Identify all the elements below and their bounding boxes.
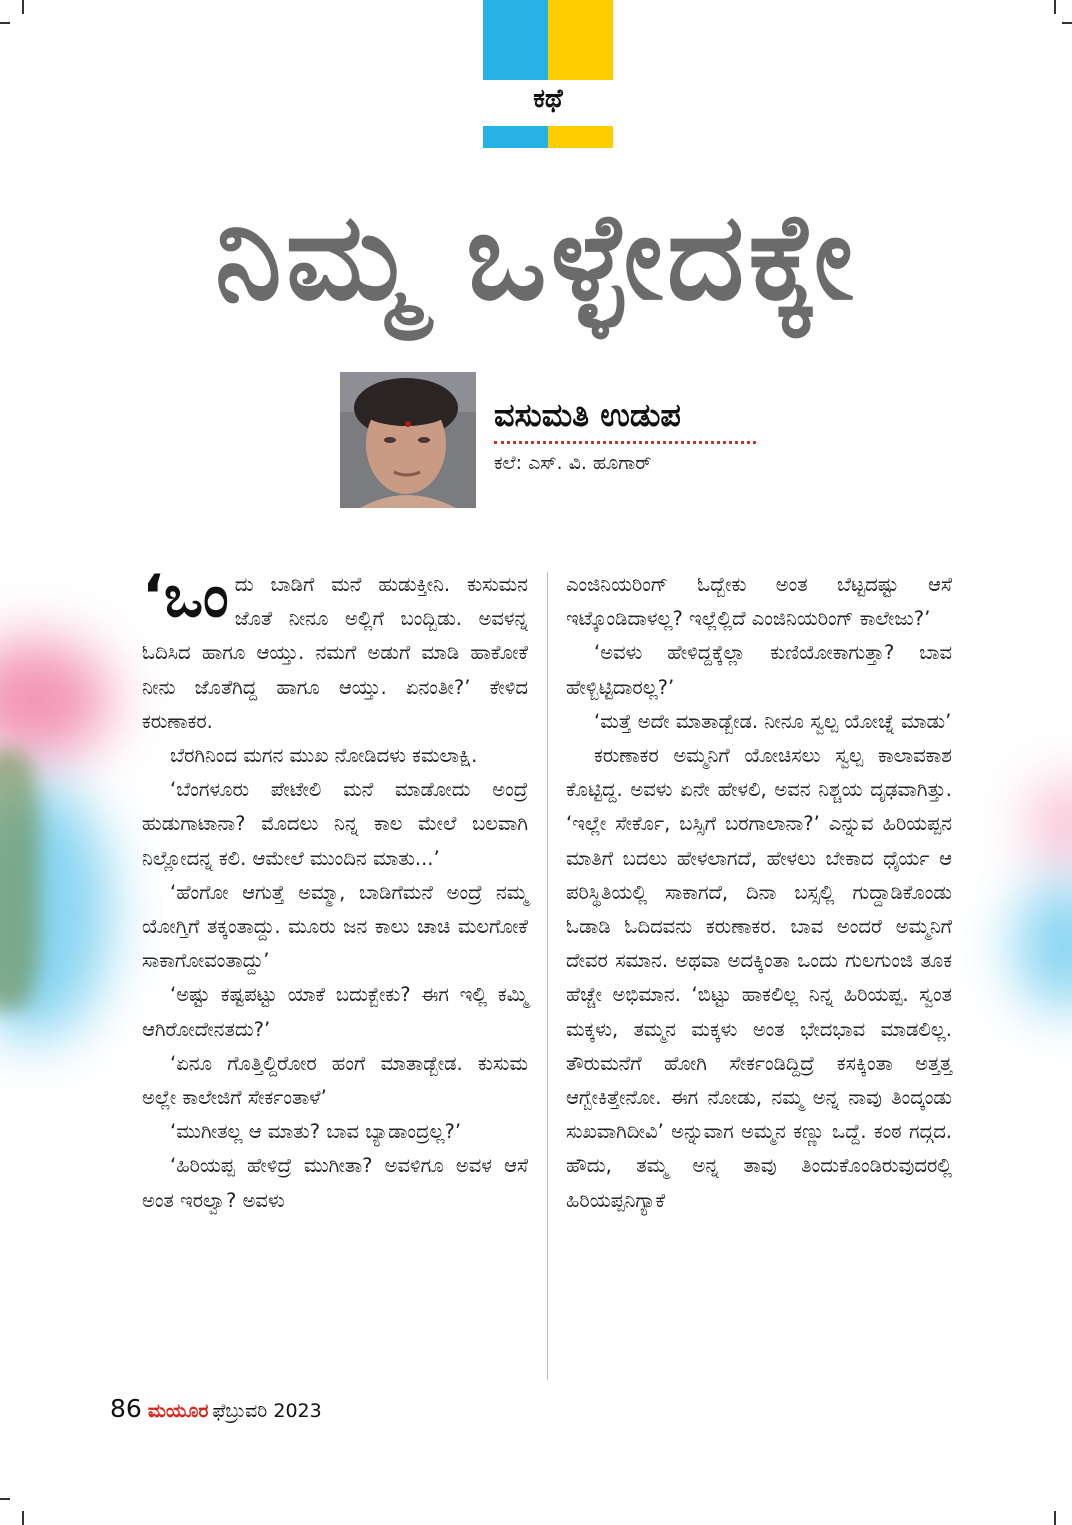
story-paragraph: ‘ಅಷ್ಟು ಕಷ್ಟಪಟ್ಟು ಯಾಕೆ ಬದುಕ್ಬೇಕು? ಈಗ ಇಲ್ಲಿ ಕಮ್ಮಿ ಆಗಿರೋದೇನತದು?’ [142,983,528,1041]
section-label: ಕಥೆ [533,84,563,114]
blue-splash-right [1015,880,1072,1010]
story-column-1 [142,562,528,1218]
story-paragraph: ‘ಮುಗೀತಲ್ಲ ಆ ಮಾತು? ಬಾವ ಬ್ಯಾಡಾಂದ್ರಲ್ಲ?’ [170,1120,462,1144]
magazine-name: ಮಯೂರ [147,1400,209,1422]
page-footer [110,1394,322,1423]
story-paragraph: ಕರುಣಾಕರ ಅಮ್ಮನಿಗೆ ಯೋಚಿಸಲು ಸ್ವಲ್ಪ ಕಾಲಾವಕಾಶ ಕೊಟ್ಟಿದ್ದ. ಅವಳು ಏನೇ ಹೇಳಲಿ, ಅವನ ನಿಶ್ಚಯ ದೃಢವಾಗಿತ್ತು. ‘ಇಲ್ಲೇ ಸೇರ್ಕೊ, ಬಸ್ಸಿಗೆ ಬರಗಾಲಾನಾ?’ ಎನ್ನುವ ಹಿರಿಯಪ್ಪನ ಮಾತಿಗೆ ಬದಲು ಹೇಳಲಾಗದೆ, ಹೇಳಲು ಬೇಕಾದ ಧೈರ್ಯ ಆ ಪರಿಸ್ಥಿತಿಯಲ್ಲಿ ಸಾಕಾಗದೆ, ದಿನಾ ಬಸ್ಸಲ್ಲಿ ಗುದ್ದಾಡಿಕೊಂಡು ಓಡಾಡಿ ಓದಿದವನು ಕರುಣಾಕರ. ಬಾವ ಅಂದರೆ ಅಮ್ಮನಿಗೆ ದೇವರ ಸಮಾನ. ಅಥವಾ ಅದಕ್ಕಿಂತಾ ಒಂದು ಗುಲಗುಂಜಿ ತೂಕ ಹೆಚ್ಚೇ ಅಭಿಮಾನ. ‘ಬಿಟ್ಟು ಹಾಕಲಿಲ್ಲ ನಿನ್ನ ಹಿರಿಯಪ್ಪ. ಸ್ವಂತ ಮಕ್ಕಳು, ತಮ್ಮನ ಮಕ್ಕಳು ಅಂತ ಭೇದಭಾವ ಮಾಡಲಿಲ್ಲ. ತೌರುಮನೆಗೆ ಹೋಗಿ ಸೇರ್ಕಂಡಿದ್ದಿದ್ರೆ ಕಸಕ್ಕಿಂತಾ ಅತ್ತತ್ತ ಆಗ್ಬೇಕಿತ್ತೇನೋ. ಈಗ ನೋಡು, ನಮ್ಮ ಅನ್ನ ನಾವು ತಿಂದ್ಕಂಡು ಸುಖವಾಗಿದೀವಿ’ ಅನ್ನುವಾಗ ಅಮ್ಮನ ಕಣ್ಣು ಒದ್ದೆ. ಕಂಠ ಗದ್ಗದ. ಹೌದು, ತಮ್ಮ ಅನ್ನ ತಾವು ತಿಂದುಕೊಂಡಿರುವುದರಲ್ಲಿ ಹಿರಿಯಪ್ಪನಿಗ್ಯಾಕೆ [566,744,952,1212]
story-paragraph: ಎಂಜಿನಿಯರಿಂಗ್ ಓದ್ಬೇಕು ಅಂತ ಬೆಟ್ಟದಷ್ಟು ಆಸೆ ಇಟ್ಕೊಂಡಿದಾಳಲ್ಲ? ಇಲ್ಲೆಲ್ಲಿದೆ ಎಂಜಿನಿಯರಿಂಗ್ ಕಾಲೇಜು?’ [566,573,952,631]
page-number: 86 [110,1394,142,1423]
section-badge-bottom [483,126,613,148]
crop-mark [1054,0,1056,14]
story-paragraph: ‘ಹೆಂಗೋ ಆಗುತ್ತೆ ಅಮ್ಮಾ, ಬಾಡಿಗೆಮನೆ ಅಂದ್ರೆ ನಮ್ಮ ಯೋಗ್ತಿಗೆ ತಕ್ಕಂತಾದ್ದು. ಮೂರು ಜನ ಕಾಲು ಚಾಚಿ ಮಲಗೋಕೆ ಸಾಕಾಗೋವಂತಾದ್ದು’ [142,880,528,973]
drop-cap: ‘ಒಂ [142,562,229,630]
crop-mark [0,1498,10,1500]
art-credit: ಕಲೆ: ಎಸ್. ವಿ. ಹೂಗಾರ್ [494,452,652,474]
story-paragraph: ‘ಬೆಂಗಳೂರು ಪೇಟೇಲಿ ಮನೆ ಮಾಡೋದು ಅಂದ್ರೆ ಹುಡುಗಾಟಾನಾ? ಮೊದಲು ನಿನ್ನ ಕಾಲ ಮೇಲೆ ಬಲವಾಗಿ ನಿಲ್ಲೋದನ್ನ ಕಲಿ. ಆಮೇಲೆ ಮುಂದಿನ ಮಾತು...’ [142,778,528,870]
crop-mark [22,1511,24,1525]
section-badge-top [483,0,613,80]
story-paragraph: ‘ಏನೂ ಗೊತ್ತಿಲ್ದಿರೋರ ಹಂಗೆ ಮಾತಾಡ್ಬೇಡ. ಕುಸುಮ ಅಲ್ಲೇ ಕಾಲೇಜಿಗೆ ಸೇರ್ಕಂತಾಳೆ’ [142,1051,528,1110]
author-divider [494,441,756,444]
column-divider [547,572,548,1380]
badge-yellow-bar [548,126,613,148]
story-paragraph: ಬೆರಗಿನಿಂದ ಮಗನ ಮುಖ ನೋಡಿದಳು ಕಮಲಾಕ್ಷಿ. [170,744,478,768]
crop-mark [22,0,24,14]
author-name: ವಸುಮತಿ ಉಡುಪ [494,396,681,434]
pink-splash [0,640,110,760]
story-paragraph: ‘ಮತ್ತೆ ಅದೇ ಮಾತಾಡ್ಬೇಡ. ನೀನೂ ಸ್ವಲ್ಪ ಯೋಚ್ನೆ ಮಾಡು’ [594,709,952,733]
badge-yellow-block [548,0,613,80]
crop-mark [0,22,10,24]
green-figure [0,750,40,1010]
crop-mark [1054,1511,1056,1525]
issue-date: ಫೆಬ್ರುವರಿ 2023 [212,1400,322,1422]
story-title: ನಿಮ್ಮ ಒಳ್ಳೇದಕ್ಕೇ [215,188,857,327]
pink-splash-right [1030,780,1072,870]
crop-mark [1062,22,1072,24]
story-column-2 [566,568,952,1218]
story-paragraph: ದು ಬಾಡಿಗೆ ಮನೆ ಹುಡುಕ್ತೀನಿ. ಕುಸುಮನ ಜೊತೆ ನೀನೂ ಅಲ್ಲಿಗೆ ಬಂದ್ಬಿಡು. ಅವಳನ್ನ ಓದಿಸಿದ ಹಾಗೂ ಆಯ್ತು. ನಮಗೆ ಅಡುಗೆ ಮಾಡಿ ಹಾಕೋಕೆ ನೀನು ಜೊತೆಗಿದ್ದ ಹಾಗೂ ಆಯ್ತು. ಏನಂತೀ?’ ಕೇಳಿದ ಕರುಣಾಕರ. [142,573,528,733]
badge-blue-block [483,0,548,80]
badge-blue-bar [483,126,548,148]
story-paragraph: ‘ಹಿರಿಯಪ್ಪ ಹೇಳಿದ್ರೆ ಮುಗೀತಾ? ಅವಳಿಗೂ ಅವಳ ಆಸೆ ಅಂತ ಇರಲ್ವಾ? ಅವಳು [142,1154,528,1212]
story-paragraph: ‘ಅವಳು ಹೇಳಿದ್ದಕ್ಕೆಲ್ಲಾ ಕುಣಿಯೋಕಾಗುತ್ತಾ? ಬಾವ ಹೇಳ್ಬಿಟ್ಟಿದಾರಲ್ಲ?’ [566,641,952,699]
author-photo [340,372,476,508]
